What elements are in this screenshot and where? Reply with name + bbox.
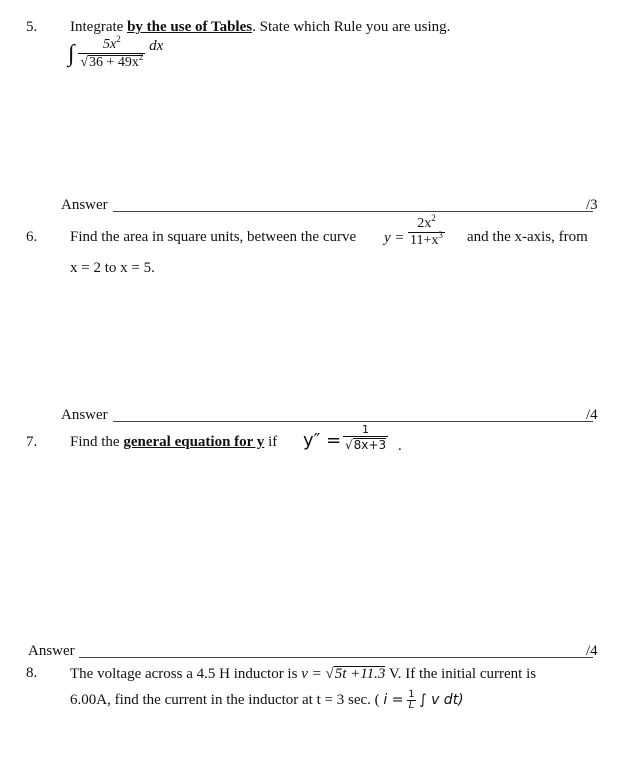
q7-answer-line bbox=[79, 657, 593, 658]
q6-answer-label: Answer bbox=[61, 407, 108, 423]
q7-marks: /4 bbox=[586, 643, 598, 659]
q6-numerator: 2x bbox=[417, 216, 432, 231]
q7-prompt bbox=[70, 435, 277, 450]
q7-fraction: $\frac{1}{√8x+3}$ bbox=[345, 423, 387, 452]
q7-answer-label: Answer bbox=[28, 643, 75, 659]
q8-frac-den: L bbox=[408, 700, 415, 711]
q7-lhs: y″ = bbox=[303, 430, 342, 451]
q5-prompt-emphasis: by the use of Tables bbox=[127, 19, 253, 35]
q5-denominator: 36 + 49x bbox=[89, 55, 139, 70]
q8-line1-pre: The voltage across a 4.5 H inductor is bbox=[70, 666, 302, 682]
q6-y-lhs: y = bbox=[384, 230, 405, 246]
q5-answer-label: Answer bbox=[61, 197, 108, 213]
q6-denominator: 11+x bbox=[410, 233, 439, 248]
q8-line2 bbox=[70, 690, 464, 711]
q5-prompt bbox=[70, 20, 450, 35]
q8-line1-post: V. If the initial current is bbox=[385, 666, 537, 682]
q8-frac-num: 1 bbox=[408, 689, 415, 700]
q6-fraction bbox=[408, 213, 445, 248]
q6-prompt-post: and the x-axis, from bbox=[467, 229, 588, 245]
q6-range: x = 2 to x = 5. bbox=[70, 260, 155, 276]
q5-answer-line bbox=[113, 211, 593, 212]
q6-marks: /4 bbox=[586, 407, 598, 423]
q5-numerator-exp: 2 bbox=[116, 34, 121, 44]
q8-integral: ∫ v dt) bbox=[419, 691, 464, 708]
q8-i-lhs: i = bbox=[383, 691, 404, 708]
q7-prompt-pre: Find the bbox=[70, 434, 124, 450]
q8-line2-pre: 6.00A, find the current in the inductor at t = 3 sec. ( bbox=[70, 691, 380, 708]
q7-numerator: 1 bbox=[362, 423, 370, 436]
q5-fraction: $\frac{5x^2}{√36 + 49x^2}$ bbox=[80, 34, 144, 70]
q5-integral-sign: ∫ bbox=[68, 41, 75, 67]
q5-denominator-exp: 2 bbox=[138, 52, 144, 62]
q8-fraction bbox=[407, 690, 415, 711]
q6-number: 6. bbox=[26, 229, 38, 245]
q5-prompt-post: . State which Rule you are using. bbox=[252, 19, 451, 35]
q8-number: 8. bbox=[26, 665, 38, 681]
q8-v-lhs: v = bbox=[301, 666, 322, 682]
q5-prompt-pre: Integrate bbox=[70, 19, 128, 35]
q7-prompt-emphasis: general equation for y bbox=[123, 434, 265, 450]
q7-period: . bbox=[398, 438, 402, 454]
q7-radicand: 8x+3 bbox=[353, 438, 387, 452]
q5-number: 5. bbox=[26, 19, 38, 35]
q5-marks: /3 bbox=[586, 197, 598, 213]
q7-number: 7. bbox=[26, 434, 38, 450]
q6-numerator-exp: 2 bbox=[431, 213, 436, 223]
q5-differential: dx bbox=[149, 37, 164, 54]
q6-denominator-exp: 3 bbox=[438, 230, 443, 240]
q6-prompt: Find the area in square units, between the curve bbox=[70, 229, 357, 245]
q5-numerator: 5x bbox=[103, 37, 117, 52]
q6-answer-line bbox=[113, 421, 593, 422]
q8-line1: The voltage across a 4.5 H inductor is v = √5t +11.3 V. If the initial current is bbox=[70, 666, 537, 682]
q5-integral-expression bbox=[68, 34, 164, 70]
q8-radicand: 5t +11.3 bbox=[334, 666, 386, 682]
q7-prompt-if: if bbox=[264, 434, 278, 450]
